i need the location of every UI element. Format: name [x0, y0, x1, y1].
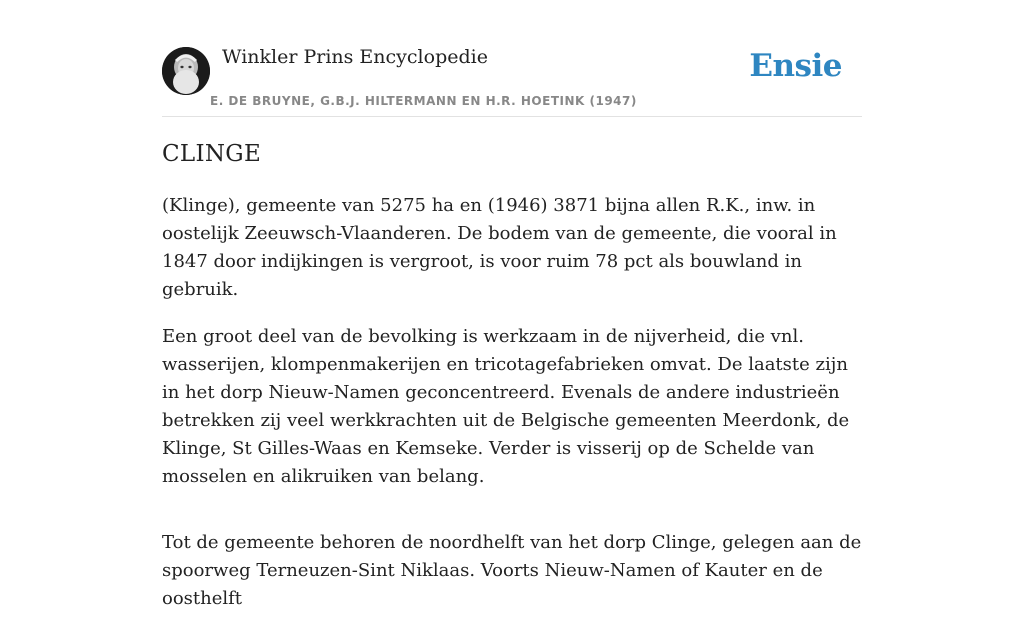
- entry-paragraph: (Klinge), gemeente van 5275 ha en (1946) 3871 bijna allen R.K., inw. in oostelijk Zeeuwsch-Vlaanderen. De bodem van de gemeente, die vooral in 1847 door indijkingen is vergroot, is voor ruim 78 pct als bouwland in gebruik.: [162, 195, 837, 300]
- authors-line: E. DE BRUYNE, G.B.J. HILTERMANN EN H.R. HOETINK (1947): [210, 94, 637, 108]
- encyclopedia-title[interactable]: Winkler Prins Encyclopedie: [222, 46, 488, 68]
- author-avatar[interactable]: [162, 47, 210, 95]
- entry-paragraph: Een groot deel van de bevolking is werkzaam in de nijverheid, die vnl. wasserijen, klompenmakerijen en tricotagefabrieken omvat. De laatste zijn in het dorp Nieuw-Namen geconcentreerd. Evenals de andere industrieën betrekken zij veel werkkrachten uit de Belgische gemeenten Meerdonk, de Klinge, St Gilles-Waas en Kemseke. Verder is visserij op de Schelde van mosselen en alikruiken van belang.: [162, 326, 850, 487]
- entry-title: CLINGE: [162, 141, 262, 167]
- author-portrait-icon: [162, 47, 210, 95]
- entry-paragraph: Tot de gemeente behoren de noordhelft van het dorp Clinge, gelegen aan de spoorweg Terneuzen-Sint Niklaas. Voorts Nieuw-Namen of Kauter en de oosthelft: [162, 532, 862, 609]
- source-header: [162, 0, 862, 117]
- entry-body: [162, 192, 866, 632]
- ensie-logo[interactable]: Ensie: [749, 48, 842, 84]
